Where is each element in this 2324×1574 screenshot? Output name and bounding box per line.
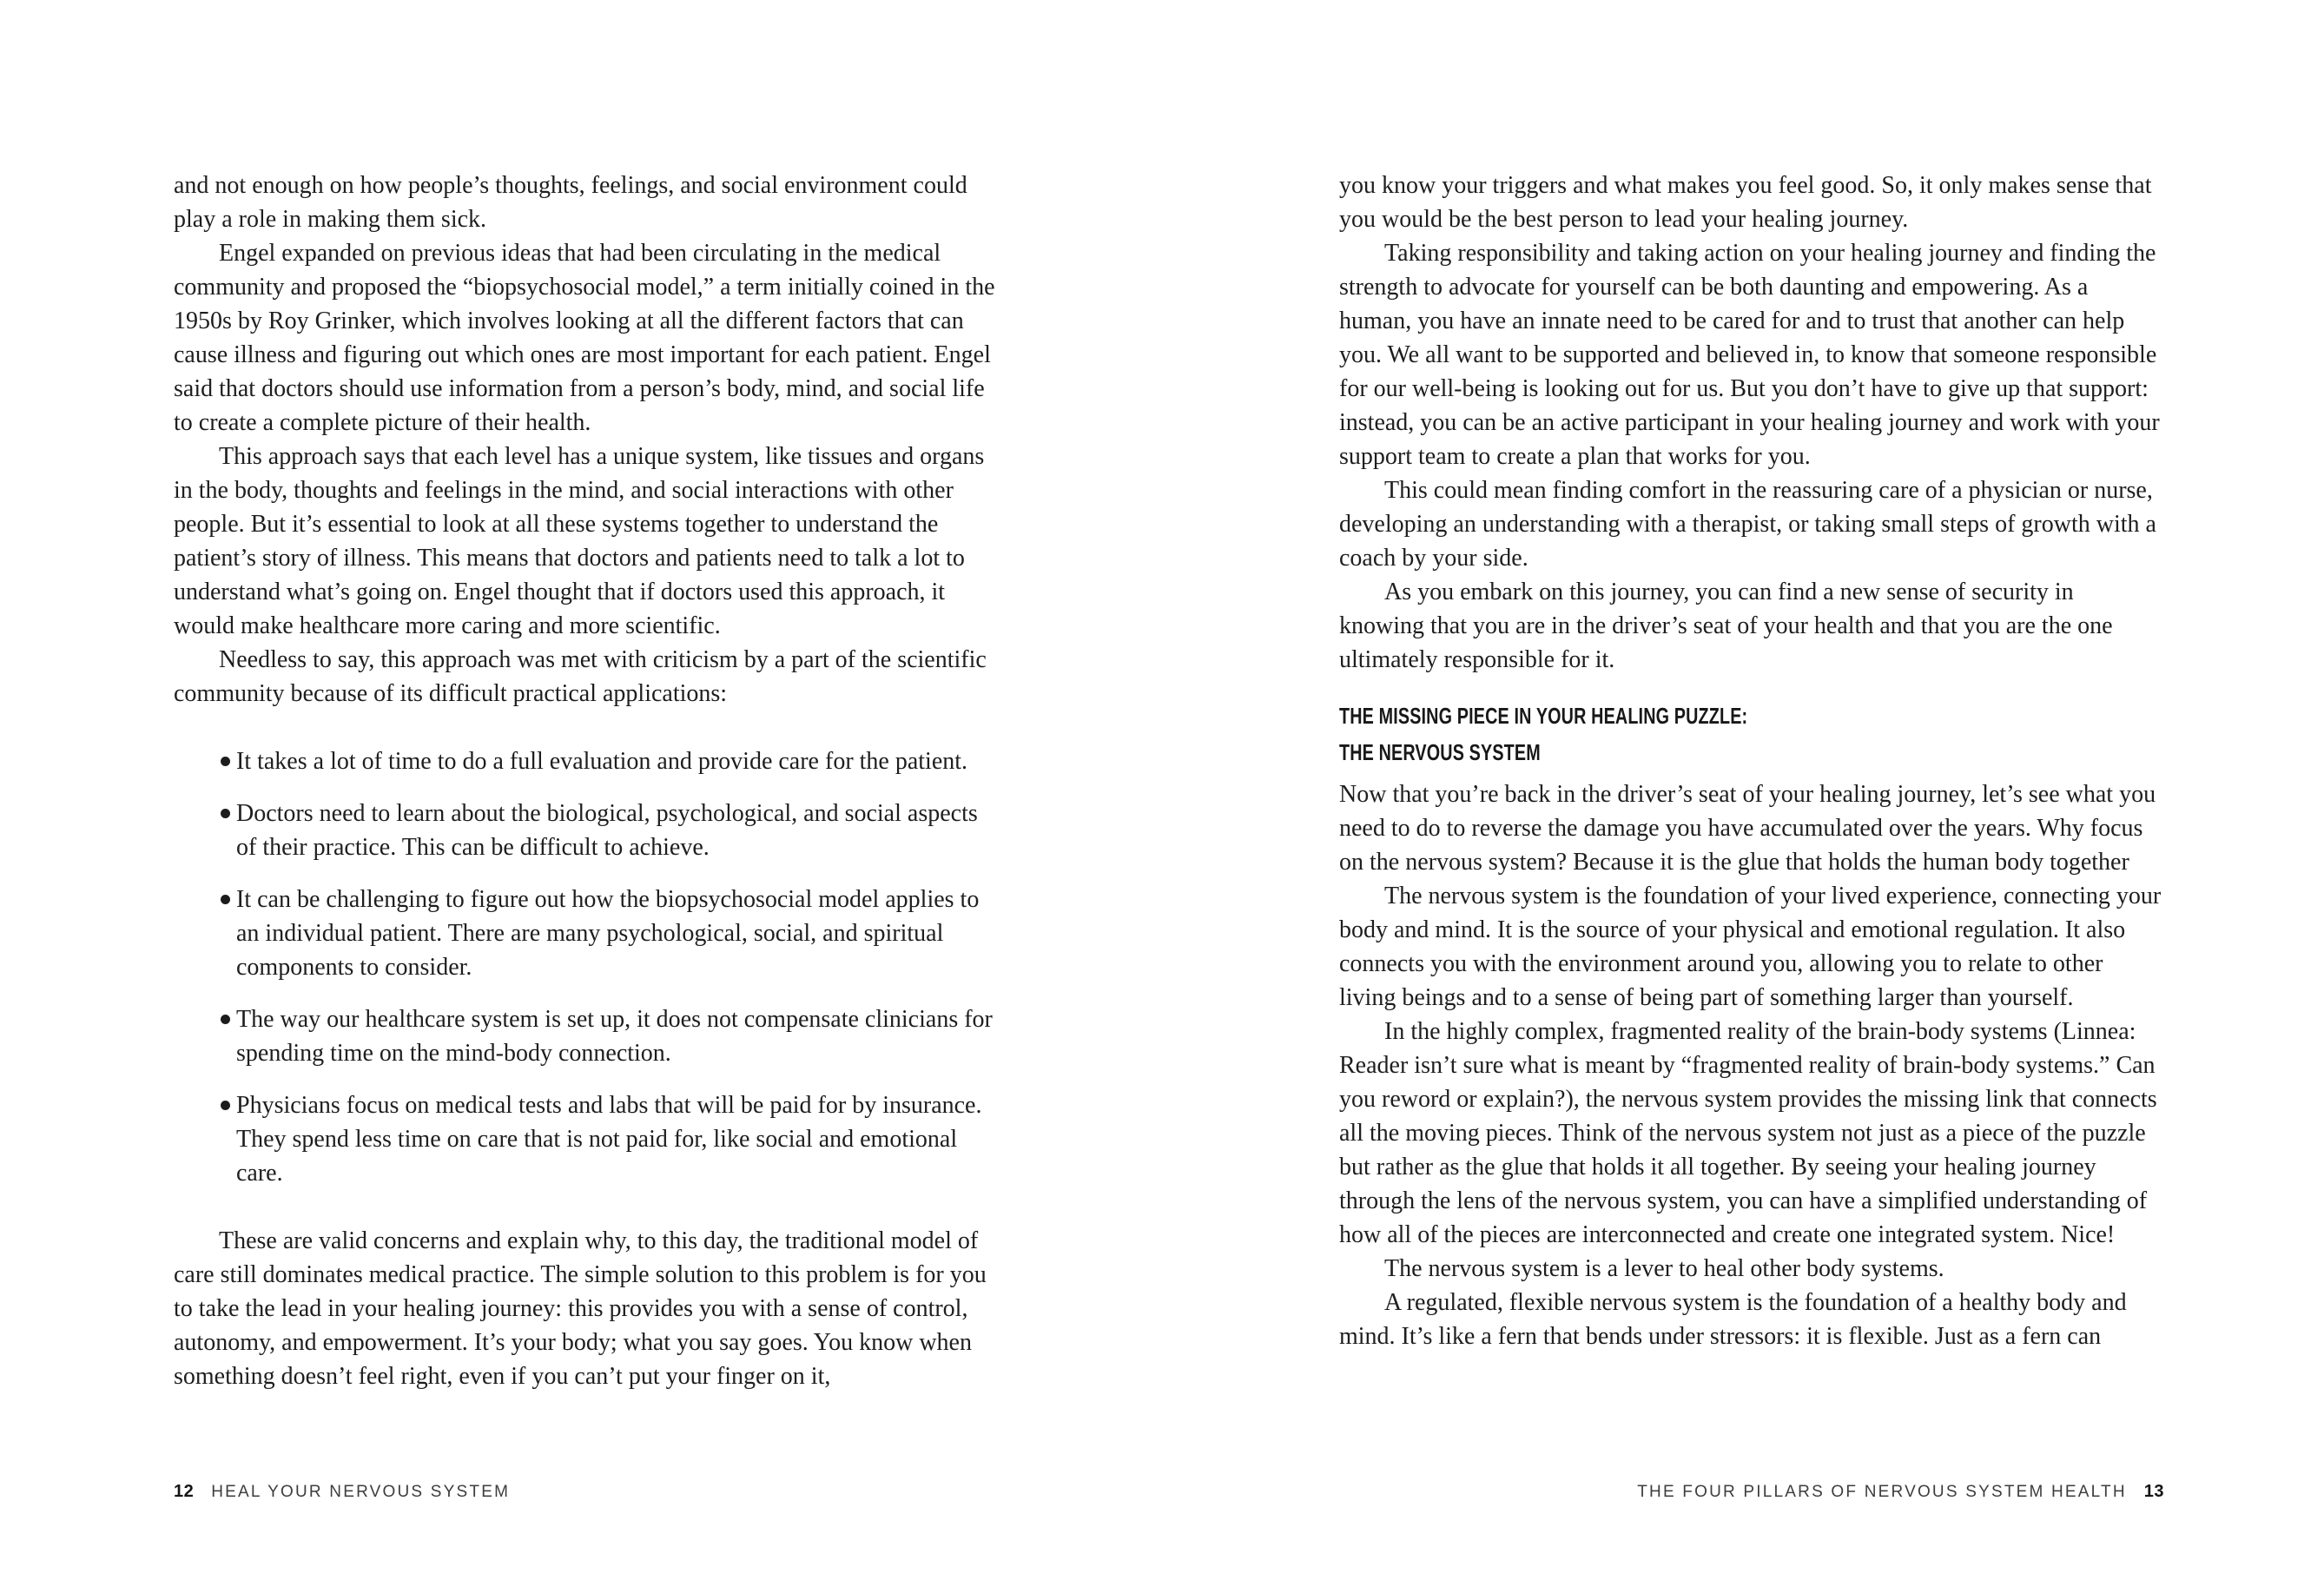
bullet-item: Physicians focus on medical tests and labs that will be paid for by insurance. They spend less time on care that is not paid for, like social and emotional care.: [174, 1088, 999, 1190]
bullet-list: [174, 744, 999, 1190]
paragraph: In the highly complex, fragmented reality of the brain-body systems (Linnea: Reader isn’t sure what is meant by “fragmented reality of brain-body systems.” Can you reword or explain?), the nervous system provides the missing link that connects all the moving pieces. Think of the nervous system not just as a piece of the puzzle but rather as the glue that holds it all together. By seeing your healing journey through the lens of the nervous system, you can have a simplified understanding of how all of the pieces are interconnected and create one integrated system. Nice!: [1339, 1018, 2157, 1248]
bullet-item: It can be challenging to figure out how the biopsychosocial model applies to an individual patient. There are many psychological, social, and spiritual components to consider.: [174, 883, 999, 984]
bullet-item: It takes a lot of time to do a full evaluation and provide care for the patient.: [174, 744, 999, 778]
section-heading-line-2: THE NERVOUS SYSTEM: [1339, 739, 1541, 765]
paragraph: These are valid concerns and explain why, to this day, the traditional model of care still dominates medical practice. The simple solution to this problem is for you to take the lead in your healing journey: this provides you with a sense of control, autonomy, and empowerment. It’s your body; what you say goes. You know when something doesn’t feel right, even if you can’t put your finger on it,: [174, 1227, 987, 1390]
section-heading: [1339, 698, 2164, 770]
paragraph: This approach says that each level has a unique system, like tissues and organs in the body, thoughts and feelings in the mind, and social interactions with other people. But it’s essential to look at all these systems together to understand the patient’s story of illness. This means that doctors and patients need to talk a lot to understand what’s going on. Engel thought that if doctors used this approach, it would make healthcare more caring and more scientific.: [174, 443, 985, 639]
paragraph: This could mean finding comfort in the reassuring care of a physician or nurse, developing an understanding with a therapist, or taking small steps of growth with a coach by your side.: [1339, 477, 2156, 572]
paragraph: Taking responsibility and taking action on your healing journey and finding the strength to advocate for yourself can be both daunting and empowering. As a human, you have an innate need to be cared for and to trust that another can help you. We all want to be supported and believed in, to know that someone responsible for our well-being is looking out for us. But you don’t have to give up that support: instead, you can be an active participant in your healing journey and work with your support team to create a plan that works for you.: [1339, 240, 2160, 470]
paragraph: Engel expanded on previous ideas that had been circulating in the medical community and proposed the “biopsychosocial model,” a term initially coined in the 1950s by Roy Grinker, which involves looking at all the different factors that can cause illness and figuring out which ones are most important for each patient. Engel said that doctors should use information from a person’s body, mind, and social life to create a complete picture of their health.: [174, 240, 995, 436]
paragraph: Needless to say, this approach was met with criticism by a part of the scientific community because of its difficult practical applications:: [174, 646, 987, 707]
section-heading-line-1: THE MISSING PIECE IN YOUR HEALING PUZZLE:: [1339, 703, 1748, 729]
paragraph: you know your triggers and what makes you feel good. So, it only makes sense that you would be the best person to lead your healing journey.: [1339, 172, 2152, 233]
bullet-item: The way our healthcare system is set up, it does not compensate clinicians for spending time on the mind-body connection.: [174, 1002, 999, 1070]
right-running-head: THE FOUR PILLARS OF NERVOUS SYSTEM HEALTH: [1637, 1483, 2127, 1501]
paragraph: The nervous system is the foundation of your lived experience, connecting your body and mind. It is the source of your physical and emotional regulation. It also connects you with the environment around you, allowing you to relate to other living beings and to a sense of being part of something larger than yourself.: [1339, 883, 2162, 1011]
right-page-footer: [1339, 1482, 2164, 1502]
left-page-text-column: [174, 169, 999, 1393]
paragraph: A regulated, flexible nervous system is the foundation of a healthy body and mind. It’s like a fern that bends under stressors: it is flexible. Just as a fern can: [1339, 1289, 2127, 1350]
right-page-text-column: [1339, 169, 2164, 1353]
paragraph: The nervous system is a lever to heal other body systems.: [1384, 1255, 1944, 1282]
bullet-item: Doctors need to learn about the biological, psychological, and social aspects of their practice. This can be difficult to achieve.: [174, 797, 999, 864]
paragraph: Now that you’re back in the driver’s seat of your healing journey, let’s see what you need to do to reverse the damage you have accumulated over the years. Why focus on the nervous system? Because it is the glue that holds the human body together: [1339, 781, 2156, 876]
left-page-number: 12: [174, 1482, 195, 1501]
paragraph: As you embark on this journey, you can find a new sense of security in knowing that you are in the driver’s seat of your health and that you are the one ultimately responsible for it.: [1339, 579, 2113, 673]
right-page-number: 13: [2143, 1482, 2164, 1501]
paragraph: and not enough on how people’s thoughts, feelings, and social environment could play a role in making them sick.: [174, 172, 967, 233]
left-page-footer: [174, 1482, 510, 1502]
left-running-head: HEAL YOUR NERVOUS SYSTEM: [211, 1483, 511, 1501]
